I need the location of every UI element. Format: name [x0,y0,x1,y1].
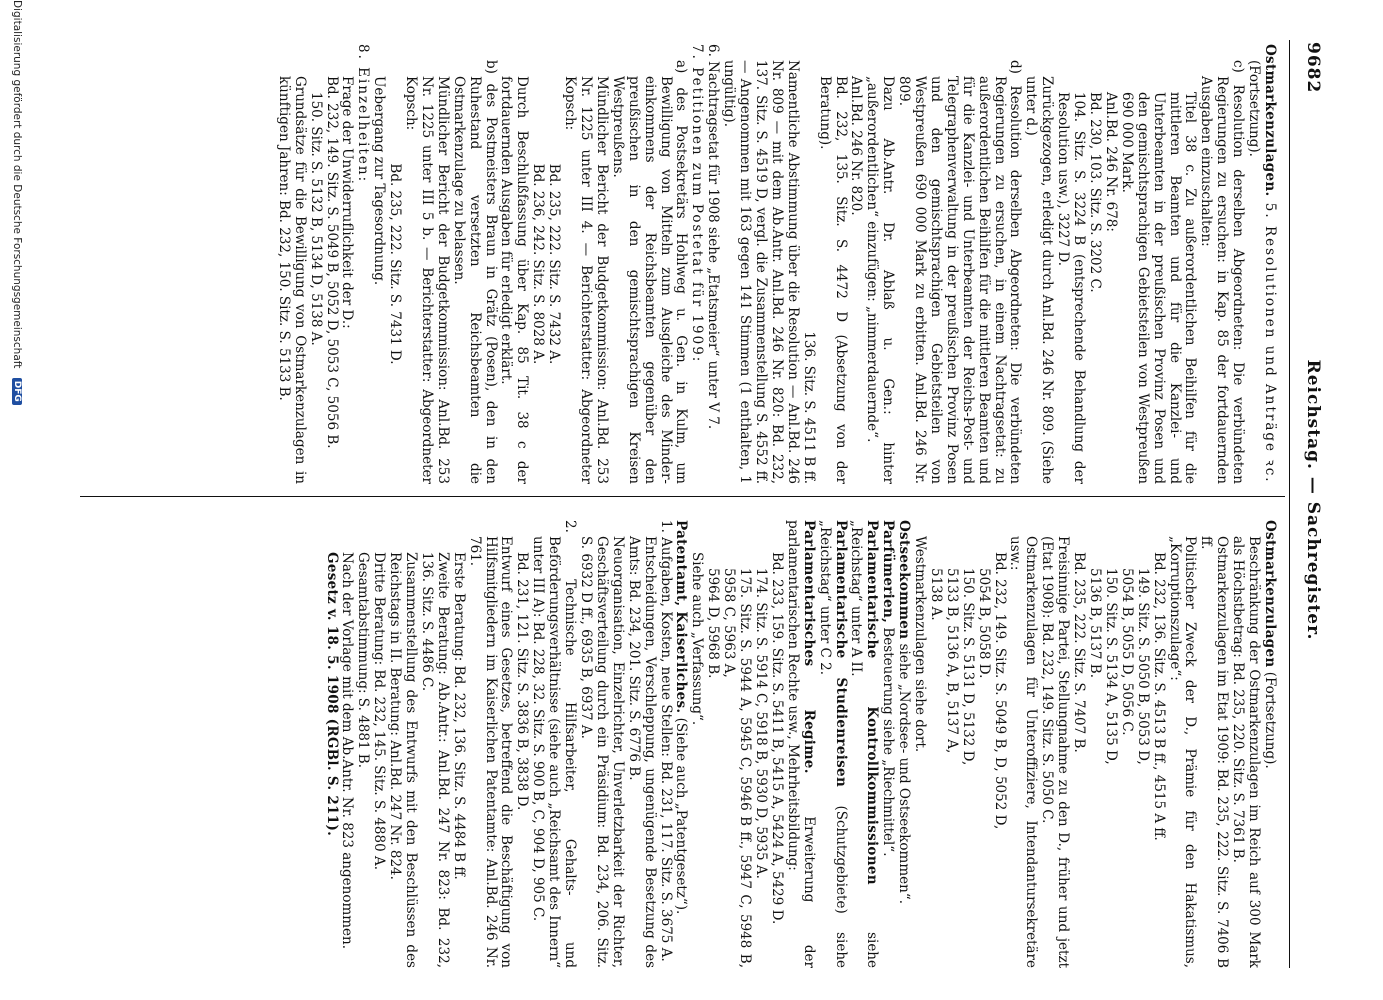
index-entry [1102,44,1118,484]
entry-text: Titel 38 c. Zu außerordentlichen Beihilfen für die mittleren Beamten und für die Kanzlei- und Unterbeamten in der preußischen Provinz Posen und den gemischtsprachigen Gebietsteilen von Westpreußen 690 000 Mark. [1118,92,1199,484]
index-entry [991,520,1007,968]
index-entry [561,44,609,484]
entry-text: 5964 D, 5968 B. [705,568,722,679]
index-entry [1245,44,1261,484]
index-entry [895,520,911,968]
index-entry [514,520,530,968]
index-entry [752,520,768,968]
index-entry [529,520,577,968]
entry-text: (Siehe auch „Patentgesetz“). [673,713,690,915]
index-entry [1038,520,1070,968]
entry-heading: Parlamentarisches Regime. [800,520,817,774]
entry-text: 2. Technische Hilfsarbeiter, Gehalts- und Beförderungsverhältnisse (siehe auch „Reichsamt des Innern“ unter III A): Bd. 228, 32. Sitz. S. 900 B, C, 904 D, 905 C. [530,520,579,968]
entry-text: Ostmarkenzulagen im Etat 1909: Bd. 235, 222. Sitz. S. 7406 B ff. [1198,536,1231,968]
index-entry [1261,44,1277,484]
index-entry [370,44,386,484]
entry-heading: Ostmarkenzulagen [1262,520,1278,668]
index-entry [911,520,927,968]
entry-heading: Ostmarkenzulagen. [1262,44,1278,197]
entry-text: Neuorganisation, Einzelrichter, Unverletzbarkeit der Richter, Geschäftsverteilung durch ein Präsidium: Bd. 234, 206. Sitz. S. 6932 D ff., 6935 B, 6937 A. [578,536,626,968]
index-entry [323,520,339,968]
entry-text: Nach der Vorlage mit dem Ab.Antr. Nr. 823 angenommen. [339,552,356,950]
entry-text: Bd. 232, 136. Sitz. S. 4513 B ff., 4515 A ff. [1150,552,1167,841]
entry-text: Zusammenstellung des Entwurfs mit den Beschlüssen des Reichstags in II. Beratung: Anl.Bd. 247 Nr. 824. [387,552,420,968]
entry-text: 5133 B, 5136 A, B, 5137 A, [943,568,960,754]
entry-text: Bd. 235, 222. Sitz. S. 7431 D. [387,163,404,365]
index-entry [673,520,689,968]
entry-text: Politischer Zweck der D., Prämie für den Hakatismus, „Korruptionszulage“: [1166,536,1199,968]
index-entry [339,44,355,484]
entry-text: 7. Petitionen zum Postetat für 1909: [689,44,706,364]
entry-text: 150. Sitz. S. 5131 D, 5132 D, [959,568,976,766]
index-entry [1086,44,1102,484]
entry-heading: Gesetz v. 18. 5. 1908 (RGBl. S. 211). [323,552,340,837]
header-rule [1289,40,1290,968]
entry-text: Frage der Unwiderruflichkeit der D.: [339,76,356,329]
entry-text: Erweiterung der parlamentarischen Rechte usw., Mehrheitsbildung: [784,520,817,968]
entry-text: 150. Sitz. S. 5134 A, 5135 D, [1102,568,1119,765]
entry-text: Uebergang zur Tagesordnung. [371,76,388,286]
index-entry [1118,520,1134,968]
entry-text: 136. Sitz. S. 4511 B ff. [800,331,817,484]
entry-text: Anl.Bd. 246 Nr. 820. [848,76,865,216]
index-entry [354,520,370,968]
index-entry [1070,520,1086,968]
entry-text: Namentliche Abstimmung über die Resolution — Anl.Bd. 246 Nr. 809 — mit dem Ab.Antr. Anl.Bd. 246 Nr. 820: Bd. 232, 137. Sitz. S. 4519 D, vergl. die Zusammenstellung S. 4552 ff. — Angenommen mit 163 gegen 141 Stimmen (1 enthalten, 1 ungültig). [721,60,801,484]
entry-text: Bd. 231, 121. Sitz. S. 3836 B, 3838 D. [514,552,531,811]
entry-text: Bd. 232, 149. Sitz. S. 5049 B, 5052 D, 5053 C, 5056 B. [323,76,340,449]
entry-text: 1. Aufgaben, Kosten, neue Stellen: Bd. 231, 117. Sitz. S. 3675 A. [657,520,674,962]
index-entry [386,520,418,968]
entry-text: siehe „Nordsee- und Ostseekommen“. [896,639,913,905]
index-entry [450,44,498,484]
entry-text: d) Resolution derselben Abgeordneten: Die verbündeten Regierungen zu ersuchen, in einem Nachtragsetat: zu außerordentlichen Beihilfen für die mittleren Beamten und für die Kanzlei- und Unterbeamten der Reichs-Post- und Telegraphenverwaltung in der preußischen Provinz Posen und den gemischtsprachigen Gebietsteilen von Westpreußen 690 000 Mark zu erbitten. Anl.Bd. 246 Nr. 809. [896,60,1024,484]
entry-text: Zurückgezogen, erledigt durch Anl.Bd. 246 Nr. 809. (Siehe unter d.) [1023,76,1056,484]
entry-text: Mündlicher Bericht der Budgetkommission: Anl.Bd. 253 Nr. 1225 unter III 5 b. — Berichterstatter: Abgeordneter Kopsch: [403,76,451,484]
index-entry [1229,520,1261,968]
digitization-note: Digitalisierung gefördert durch die Deutsche Forschungsgemeinschaft [11,0,23,369]
index-entry [1261,520,1277,968]
index-entry [720,520,752,968]
entry-text: Bd. 232, 135. Sitz. S. 4472 D (Absetzung von der Beratung). [816,76,849,484]
index-entry [848,520,880,968]
index-entry [688,520,704,968]
entry-text: Bd. 232, 149. Sitz. S. 5049 B, D, 5052 D, [991,552,1008,830]
index-entry [386,44,402,484]
entry-text: Bd. 233, 159. Sitz. S. 5411 B, 5415 A, 5424 A, 5429 D. [768,552,785,925]
entry-text: 5138 A. [927,568,944,621]
index-entry [943,520,959,968]
entry-text: Freisinnige Partei, Stellungnahme zu den D., früher und jetzt (Etat 1908): Bd. 232, 149. Sitz. S. 5050 C. [1039,536,1072,968]
index-entry [339,520,355,968]
entry-text: (Fortsetzung). [1262,667,1278,769]
index-entry [1134,520,1150,968]
entry-text: Anl.Bd. 246 Nr. 678: [1102,92,1119,232]
entry-heading: Parfümerien, [880,520,897,624]
entry-text: c) Resolution derselben Abgeordneten: Die verbündeten Regierungen zu ersuchen: in Kap. 85 der fortdauernden Ausgaben einzuschalten: [1198,60,1247,484]
index-entry [1023,44,1055,484]
index-entry [545,44,561,484]
entry-text: Bd. 236, 242. Sitz. S. 8028 A. [530,163,547,365]
index-entry [275,44,307,484]
entry-text: Entscheidungen, Verschleppung, ungenügende Besetzung des Amts: Bd. 234, 201. Sitz. S. 6776 B. [625,536,658,968]
entry-text: siehe „Reichstag“ unter A II. [848,520,881,968]
entry-text: 150. Sitz. S. 5132 B, 5134 D, 5138 A. [307,92,324,346]
digitization-footer [11,0,23,1000]
index-entry [450,520,466,968]
index-entry [768,520,784,968]
right-column [323,520,1277,968]
index-entry [975,520,991,968]
entry-text: Beschränkung der Ostmarkenzulagen im Reich auf 300 Mark als Höchstbetrag: Bd. 235, 220. Sitz. S. 7361 B. [1230,536,1263,968]
index-entry [609,44,689,484]
index-entry [1197,520,1229,968]
index-entry [1086,520,1102,968]
entry-text: 5054 B, 5058 D. [975,568,992,679]
entry-text: Bd. 235, 222. Sitz. S. 7432 A. [546,163,563,365]
entry-text: 8. Einzelheiten: [355,44,372,184]
index-entry [1197,44,1245,484]
entry-text: 5. Resolutionen und Anträge ꝛc. [1262,196,1278,484]
entry-text: Dritte Beratung: Bd. 232, 145. Sitz. S. 4880 A. [371,552,388,871]
index-entry [879,520,895,968]
index-entry [625,520,657,968]
entry-text: Ostmarkenzulagen für Unteroffiziere, Intendantursekretäre usw.: [1007,536,1040,968]
index-entry [402,44,450,484]
index-entry [816,44,848,484]
entry-text: Grundsätze für die Bewilligung von Ostmarkenzulagen in künftigen Jahren: Bd. 232, 150. Sitz. S. 5133 B. [275,76,308,484]
index-entry [577,520,625,968]
index-entry [1054,44,1086,484]
column-divider [80,496,1285,497]
entry-text: Bd. 235, 222. Sitz. S. 7407 B. [1071,552,1088,753]
entry-heading: Ostseekommen [896,520,913,640]
entry-heading: Patentamt, Kaiserliches. [673,520,690,714]
index-entry [800,44,816,484]
entry-text: 6. Nachtragsetat für 1908 siehe „Etatsmeier“ unter V 7. [705,44,722,430]
entry-text: Dazu Ab.Antr. Dr. Ablaß u. Gen.: hinter „außerordentlichen“ einzufügen: „nimmerdauernde“. [864,76,897,484]
entry-text: Westmarkenzulagen siehe dort. [912,536,929,753]
index-entry [688,44,704,484]
entry-text: 5136 B, 5137 B. [1087,568,1104,679]
dfg-logo: DFG [12,378,22,405]
index-entry [848,44,864,484]
entry-text: Entwurf eines Gesetzes, betreffend die Beschäftigung von Hilfsmitgliedern im Kaiserlichen Patentamte: Anl.Bd. 246 Nr. 761. [466,536,515,968]
index-entry [927,520,943,968]
entry-text: Besteuerung siehe „Riechmittel“. [880,623,897,857]
index-entry [1166,520,1198,968]
entry-text: 175. Sitz. S. 5944 A, 5945 C, 5946 B ff., 5947 C, 5948 B, 5958 C, 5963 A, [721,568,754,968]
index-entry [720,44,800,484]
index-entry [370,520,386,968]
entry-text: 174. Sitz. S. 5914 C, 5918 B, 5930 D, 5935 A. [753,568,769,879]
index-entry [1150,520,1166,968]
entry-text: (Fortsetzung). [1246,60,1263,157]
entry-text: Zweite Beratung: Ab.Antr.: Anl.Bd. 247 Nr. 823: Bd. 232, 136. Sitz. S. 4486 C. [418,552,451,968]
entry-text: b) des Postmeisters Braun in Grätz (Posen), den in den Ruhestand versetzten Reichsbeamten die Ostmarkenzulage zu belassen. [450,60,499,484]
index-entry [307,44,323,484]
index-entry [466,520,514,968]
entry-text: Gesamtabstimmung: S. 4881 B. [355,552,372,769]
index-entry [354,44,370,484]
index-entry [704,44,720,484]
entry-text: Erste Beratung: Bd. 232, 136. Sitz. S. 4484 B ff. [450,552,467,880]
index-entry [895,44,1022,484]
entry-heading: Parlamentarische Studienreisen [832,520,849,788]
entry-heading: Parlamentarische Kontrollkommissionen [864,520,881,885]
entry-text: 5054 B, 5055 D, 5056 C. [1118,568,1135,736]
page-header [1285,0,1325,1000]
entry-text: (Schutzgebiete) siehe „Reichstag“ unter C 2. [816,520,849,969]
index-entry [1118,44,1198,484]
entry-text: Durch Beschlußfassung über Kap. 85 Tit. 38 c der fortdauernden Ausgaben für erledigt erklärt. [498,76,531,484]
running-title: Reichstag. — Sachregister. [1303,359,1323,641]
entry-text: Mündlicher Bericht der Budgetkommission: Anl.Bd. 253 Nr. 1225 unter III 4. — Berichterstatter: Abgeordneter Kopsch: [562,76,610,484]
index-entry [1007,520,1039,968]
entry-text: Bd. 230, 103. Sitz. S. 3202 C. [1087,92,1104,293]
index-entry [323,44,339,484]
index-entry [1102,520,1118,968]
index-entry [959,520,975,968]
entry-text: 149. Sitz. S. 5050 B, 5053 D, [1134,568,1151,765]
index-entry [498,44,530,484]
index-entry [529,44,545,484]
entry-text: Siehe auch „Verfassung“. [689,552,706,726]
index-entry [418,520,450,968]
index-entry [784,520,816,968]
entry-text: a) des Postsekretärs Hohlweg u. Gen. in Kulm, um Bewilligung von Mitteln zum Ausgleiche des Minder-einkommens der Reichsbeamten gegenüber den preußischen in den gemischtsprachigen Kreisen Westpreußens. [609,60,690,484]
entry-text: 104. Sitz. S. 3224 B (entsprechende Behandlung der Resolution usw.), 3227 D. [1055,92,1088,484]
index-entry [816,520,848,968]
index-entry [657,520,673,968]
page-number: 9682 [1303,42,1323,94]
left-column [275,44,1277,484]
index-entry [704,520,720,968]
index-entry [863,44,895,484]
